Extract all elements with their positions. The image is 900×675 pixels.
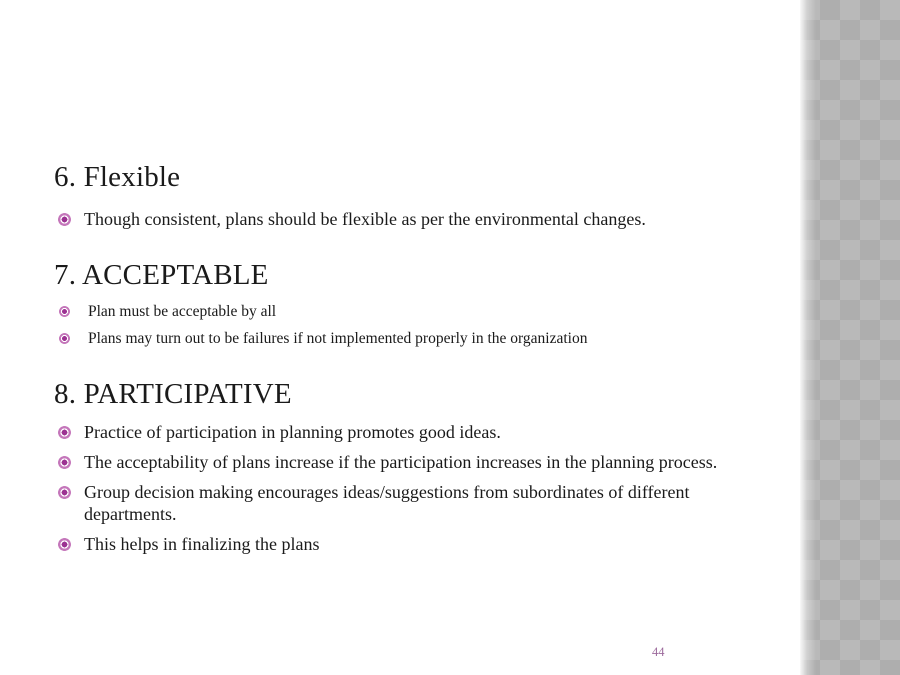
bullet-text: The acceptability of plans increase if the participation increases in the planning process. [84,452,718,472]
section-participative [54,377,770,563]
target-bullet-icon [58,456,71,469]
bullet-text: Though consistent, plans should be flexible as per the environmental changes. [84,209,646,229]
section-heading: 6. Flexible [54,161,181,193]
list-item [54,329,770,349]
section-heading: 7. ACCEPTABLE [54,259,269,291]
target-bullet-icon [58,426,71,439]
target-bullet-icon [58,486,71,499]
bullet-text: Group decision making encourages ideas/suggestions from subordinates of different departments. [84,482,690,524]
decorative-diamond-sidebar [800,0,900,675]
section-flexible [54,160,770,238]
section-acceptable [54,258,770,356]
bullet-text: Practice of participation in planning promotes good ideas. [84,422,501,442]
bullet-list [54,302,770,349]
list-item [54,302,770,322]
list-item [54,421,770,443]
target-bullet-icon [59,306,70,317]
bullet-list [54,421,770,555]
list-item [54,533,770,555]
section-heading: 8. PARTICIPATIVE [54,378,292,410]
bullet-list [54,208,770,230]
bullet-text: Plans may turn out to be failures if not implemented properly in the organization [88,330,588,347]
target-bullet-icon [58,538,71,551]
list-item [54,208,770,230]
bullet-text: Plan must be acceptable by all [88,303,277,320]
target-bullet-icon [59,333,70,344]
bullet-text: This helps in finalizing the plans [84,534,320,554]
slide-page-number: 44 [652,645,665,659]
list-item [54,481,770,525]
target-bullet-icon [58,213,71,226]
list-item [54,451,770,473]
